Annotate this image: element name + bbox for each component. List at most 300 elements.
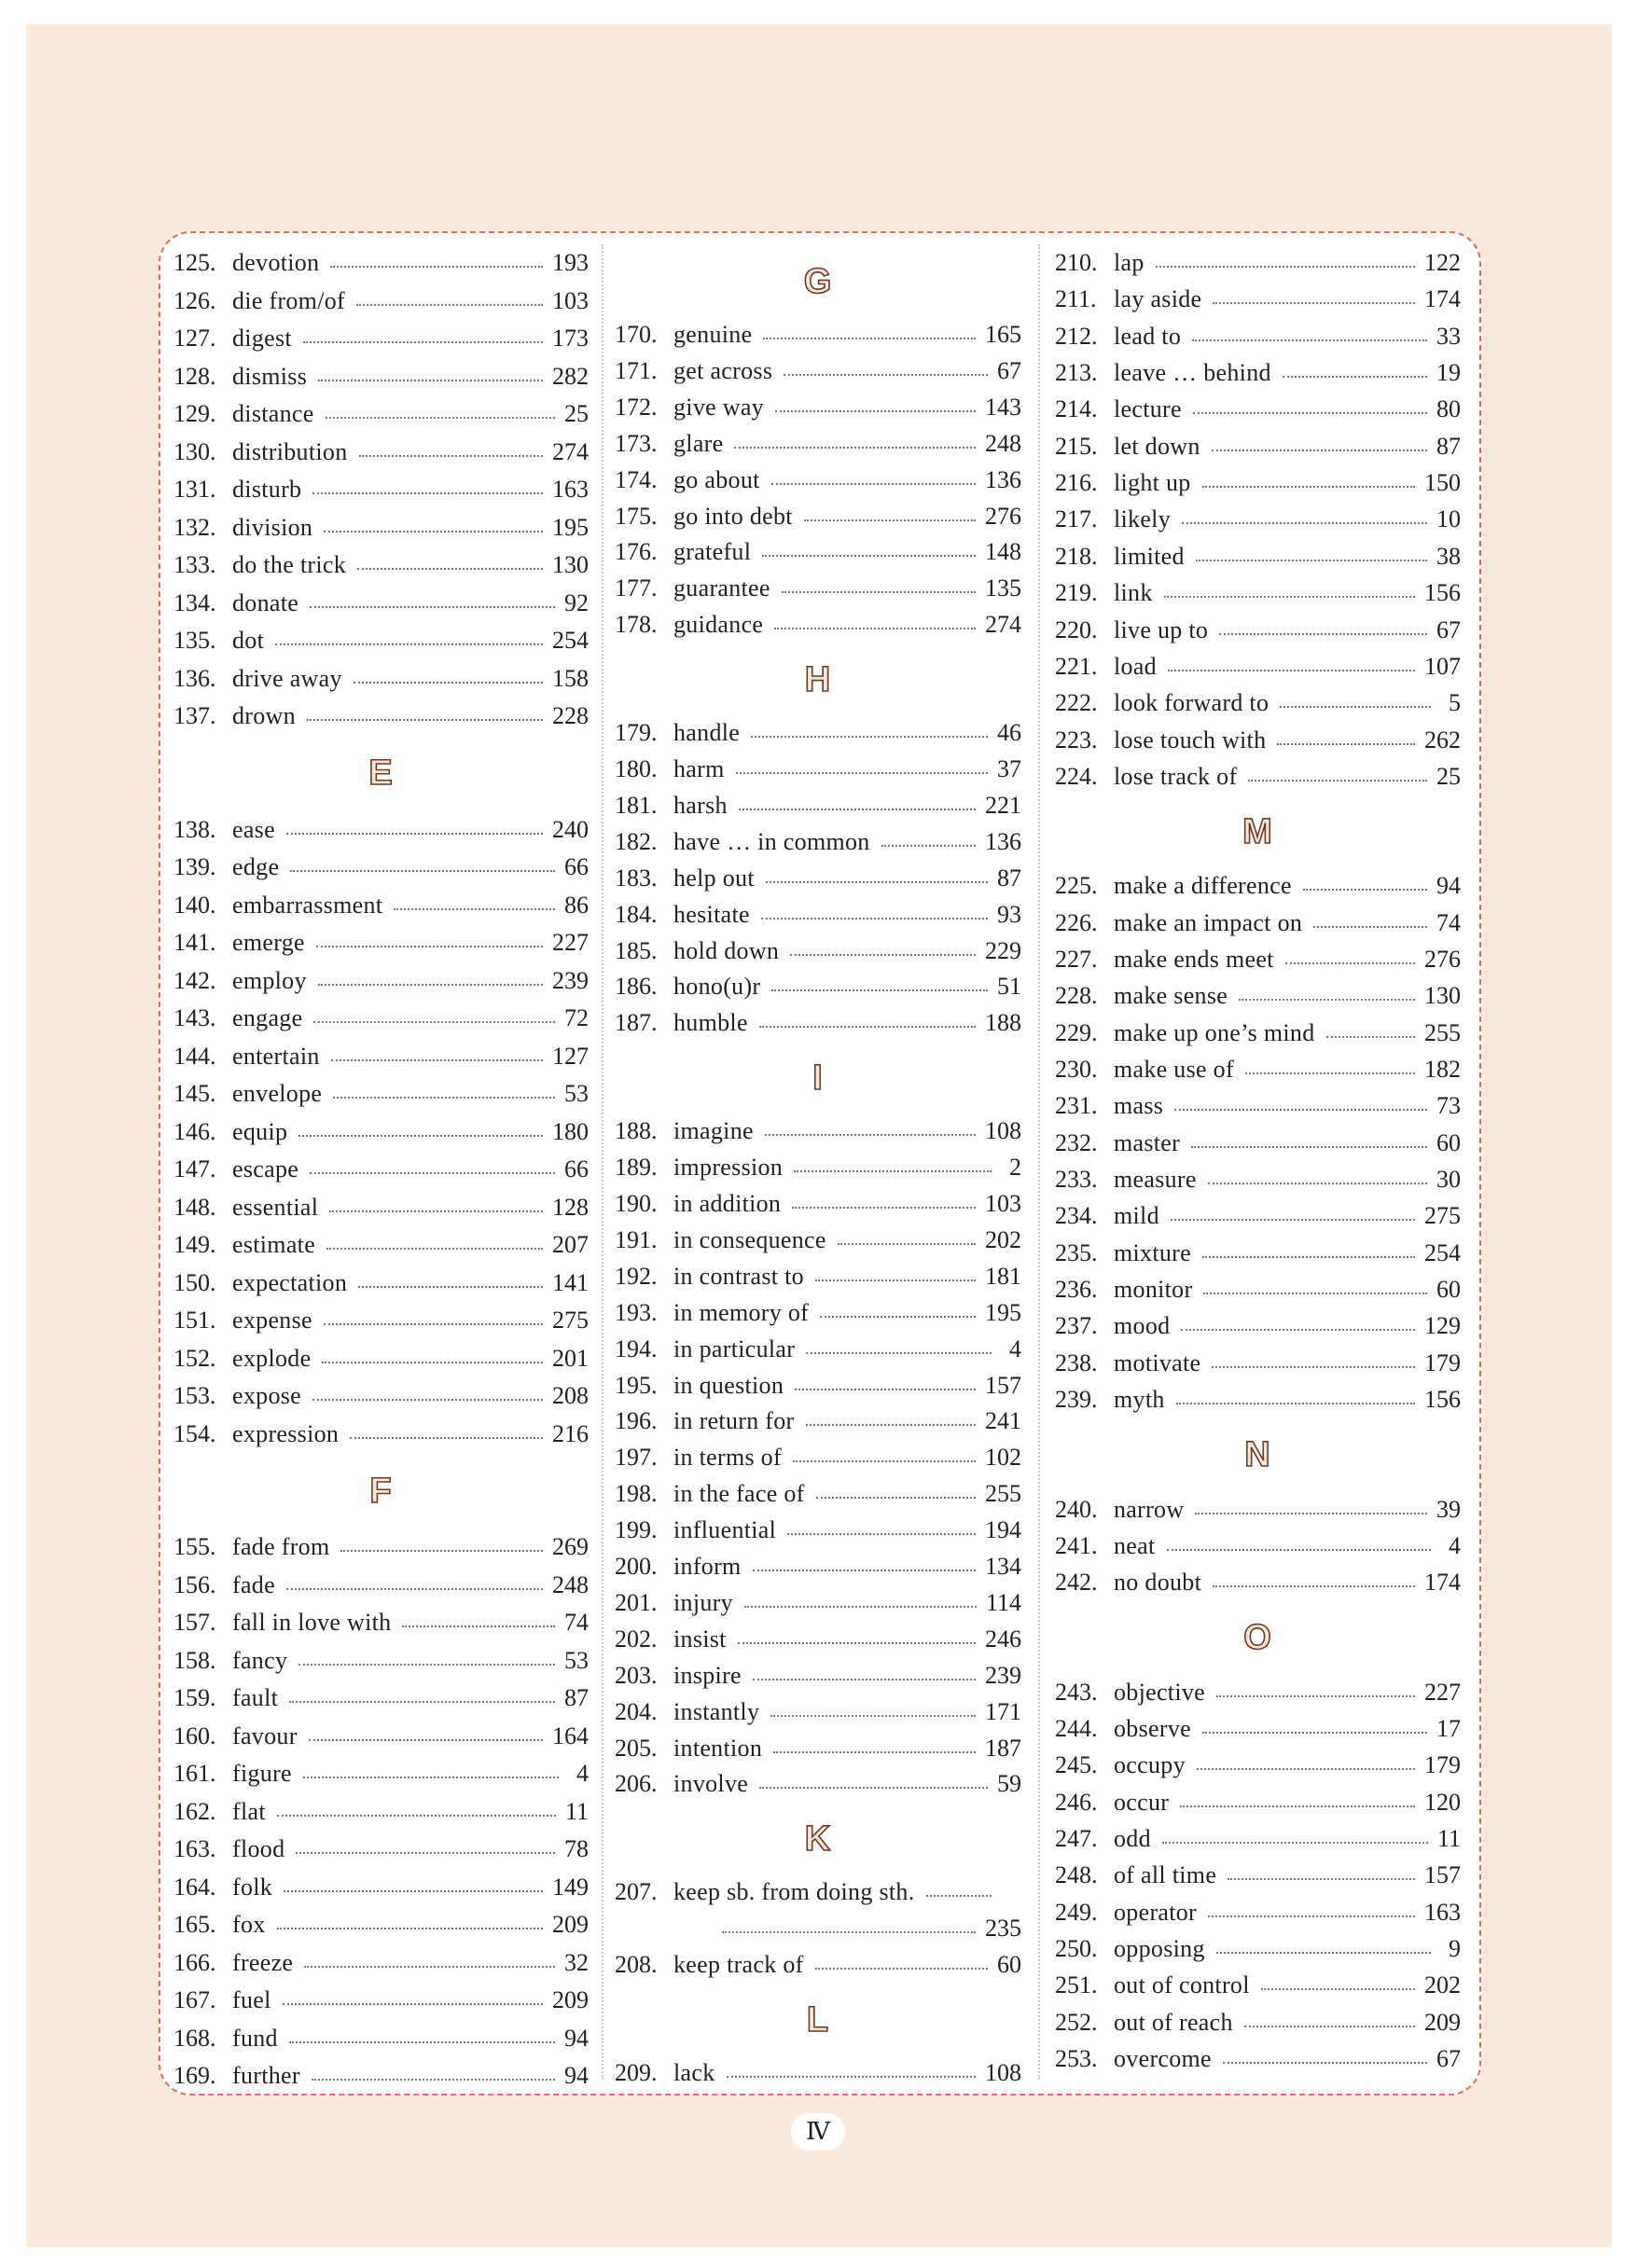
index-entry: [1055, 1051, 1461, 1088]
dot-leader: [290, 870, 555, 872]
entry-page-number: 181: [985, 1262, 1021, 1290]
entry-page-number: 157: [985, 1371, 1021, 1399]
dot-leader: [1261, 1988, 1415, 1990]
entry-term: lack: [673, 2059, 715, 2086]
entry-term: inspire: [673, 1661, 742, 1689]
index-entry: [1055, 1710, 1461, 1748]
entry-term: fade from: [232, 1533, 330, 1560]
entry-number: 209.: [615, 2059, 658, 2086]
entry-number: 147.: [173, 1155, 216, 1182]
entry-term: glare: [673, 429, 724, 457]
entry-term: hold down: [673, 936, 780, 964]
entry-number: 225.: [1055, 872, 1098, 900]
dot-leader: [815, 1968, 988, 1970]
entry-page-number: 149: [552, 1873, 589, 1901]
section-letter: G: [803, 261, 833, 301]
index-entry: [173, 585, 589, 622]
entry-page-number: 33: [1436, 322, 1461, 350]
dot-leader: [1213, 302, 1415, 304]
index-entry: [1055, 1528, 1461, 1565]
entry-number: 250.: [1055, 1935, 1098, 1962]
dot-leader: [744, 1606, 977, 1608]
index-entry: [173, 1038, 589, 1075]
entry-number: 168.: [173, 2024, 216, 2052]
entry-page-number: 275: [552, 1307, 589, 1334]
entry-page-number: 53: [564, 1080, 589, 1107]
entry-term: lose track of: [1114, 762, 1238, 790]
index-entry: [173, 1869, 589, 1906]
entry-page-number: 216: [552, 1419, 589, 1447]
entry-term: drown: [232, 702, 296, 729]
entry-term: load: [1114, 652, 1157, 680]
section-letter-heading: [1055, 806, 1461, 858]
index-entry: [173, 1680, 589, 1717]
entry-number: 226.: [1055, 908, 1098, 936]
entry-number: 128.: [173, 362, 216, 390]
index-entry: [173, 1113, 589, 1151]
entry-number: 130.: [173, 437, 216, 465]
index-entry: [173, 2057, 589, 2095]
entry-page-number: 19: [1436, 359, 1461, 387]
entry-page-number: 25: [1436, 762, 1461, 790]
entry-term: instantly: [673, 1697, 760, 1725]
index-entry: [1055, 391, 1461, 428]
section-letter-heading: [615, 1813, 1021, 1865]
entry-number: 166.: [173, 1948, 216, 1976]
dot-leader: [1223, 2062, 1427, 2064]
dot-leader: [1326, 1036, 1415, 1038]
entry-page-number: 136: [985, 465, 1021, 493]
index-entry: [1055, 1967, 1461, 2004]
entry-page-number: 17: [1436, 1714, 1461, 1742]
entry-page-number: 202: [985, 1225, 1021, 1253]
entry-term: grateful: [673, 538, 752, 566]
entry-number: 235.: [1055, 1238, 1098, 1266]
entry-term: go about: [673, 465, 760, 493]
entry-page-number: 127: [552, 1042, 589, 1070]
entry-term: fancy: [232, 1646, 288, 1674]
entry-term: entertain: [232, 1042, 320, 1070]
index-entry: [615, 425, 1021, 463]
index-entry: [1055, 905, 1461, 942]
section-letter-heading: [1055, 1430, 1461, 1482]
entry-page-number: 87: [997, 864, 1021, 892]
index-entry: [1055, 1345, 1461, 1382]
entry-number: 160.: [173, 1722, 216, 1749]
dot-leader: [310, 1172, 555, 1174]
entry-page-number: 60: [1436, 1128, 1461, 1156]
entry-term: live up to: [1114, 615, 1209, 643]
entry-page-number: 4: [576, 1760, 589, 1787]
entry-term: insist: [673, 1625, 727, 1653]
entry-page-number: 120: [1424, 1788, 1461, 1816]
index-entry: [615, 1910, 1021, 1947]
index-entry: [615, 389, 1021, 426]
entry-page-number: 157: [1424, 1861, 1461, 1889]
entry-number: 252.: [1055, 2008, 1098, 2036]
entry-page-number: 114: [985, 1588, 1021, 1616]
entry-number: 185.: [615, 936, 658, 964]
index-entry: [173, 1528, 589, 1566]
entry-term: engage: [232, 1004, 303, 1031]
dot-leader: [722, 1931, 976, 1933]
index-entry: [615, 1439, 1021, 1476]
entry-number: 208.: [615, 1951, 658, 1979]
index-entry: [173, 434, 589, 471]
index-entry: [173, 1226, 589, 1264]
entry-term: make a difference: [1114, 872, 1292, 900]
entry-number: 186.: [615, 973, 658, 1001]
index-entry: [615, 353, 1021, 390]
entry-term: disturb: [232, 476, 302, 503]
entry-page-number: 164: [552, 1722, 589, 1749]
entry-page-number: 93: [997, 900, 1021, 928]
entry-number: 245.: [1055, 1751, 1098, 1779]
entry-page-number: 108: [985, 2059, 1021, 2086]
entry-page-number: 39: [1436, 1495, 1461, 1523]
dot-leader: [771, 989, 988, 991]
index-entry: [1055, 1857, 1461, 1894]
entry-page-number: 74: [564, 1609, 589, 1636]
entry-number: 151.: [173, 1307, 216, 1334]
entry-number: 177.: [615, 574, 658, 602]
entry-number: 158.: [173, 1646, 216, 1674]
entry-page-number: 180: [552, 1117, 589, 1145]
entry-page-number: 187: [985, 1734, 1021, 1762]
index-entry: [615, 1584, 1021, 1622]
dot-leader: [795, 1389, 976, 1390]
dot-leader: [402, 1625, 555, 1627]
index-entry: [173, 1567, 589, 1604]
entry-term: intention: [673, 1734, 763, 1762]
entry-term: lay aside: [1114, 285, 1202, 313]
entry-term: expense: [232, 1307, 312, 1334]
entry-term: injury: [673, 1588, 733, 1616]
entry-page-number: 103: [552, 286, 589, 314]
index-entry: [615, 1946, 1021, 1984]
entry-number: 246.: [1055, 1788, 1098, 1816]
dot-leader: [1202, 486, 1415, 488]
index-entry: [173, 962, 589, 1000]
entry-page-number: 173: [552, 325, 589, 352]
dot-leader: [774, 628, 976, 629]
section-letter: I: [812, 1058, 824, 1098]
entry-number: 198.: [615, 1480, 658, 1508]
index-entry: [1055, 281, 1461, 318]
entry-term: fall in love with: [232, 1609, 392, 1636]
index-entry: [173, 1416, 589, 1453]
dot-leader: [1176, 1403, 1415, 1404]
entry-page-number: 9: [1449, 1935, 1461, 1962]
dot-leader: [1164, 596, 1415, 598]
entry-number: 173.: [615, 429, 658, 457]
entry-page-number: 163: [552, 476, 589, 503]
dot-leader: [324, 1323, 543, 1325]
index-entry: [615, 1730, 1021, 1767]
dot-leader: [275, 643, 543, 645]
dot-leader: [1171, 1219, 1415, 1221]
entry-term: out of reach: [1114, 2008, 1233, 2036]
dot-leader: [1303, 889, 1427, 891]
entry-term: in memory of: [673, 1298, 810, 1326]
entry-number: 134.: [173, 588, 216, 616]
entry-number: 214.: [1055, 395, 1098, 423]
index-entry: [1055, 464, 1461, 502]
entry-term: lap: [1114, 249, 1145, 276]
entry-number: 199.: [615, 1516, 658, 1544]
dot-leader: [310, 606, 555, 608]
entry-page-number: 86: [564, 891, 589, 919]
entry-number: 126.: [173, 286, 216, 314]
entry-number: 152.: [173, 1344, 216, 1372]
entry-page-number: 108: [985, 1117, 1021, 1145]
index-entry: [615, 1621, 1021, 1658]
entry-page-number: 87: [1436, 432, 1461, 460]
index-entry: [615, 860, 1021, 897]
section-letter-heading: [615, 654, 1021, 706]
entry-number: 176.: [615, 538, 658, 566]
entry-term: leave … behind: [1114, 359, 1271, 387]
entry-number: 238.: [1055, 1348, 1098, 1376]
dot-leader: [333, 1097, 555, 1099]
entry-page-number: 72: [564, 1004, 589, 1031]
dot-leader: [1174, 1109, 1427, 1111]
dot-leader: [283, 2003, 543, 2005]
index-entry: [1055, 867, 1461, 905]
index-entry: [1055, 685, 1461, 722]
entry-number: 174.: [615, 465, 658, 493]
entry-page-number: 60: [1436, 1276, 1461, 1304]
index-entry: [1055, 1894, 1461, 1931]
dot-leader: [753, 1679, 976, 1680]
entry-number: 178.: [615, 611, 658, 639]
entry-term: flat: [232, 1797, 266, 1825]
dot-leader: [1248, 780, 1427, 781]
dot-leader: [1245, 1072, 1415, 1074]
dot-leader: [782, 591, 976, 593]
entry-page-number: 255: [985, 1480, 1021, 1508]
dot-leader: [1202, 1732, 1427, 1734]
entry-number: 205.: [615, 1734, 658, 1762]
dot-leader: [318, 380, 543, 381]
entry-term: limited: [1114, 542, 1185, 570]
dot-leader: [753, 1570, 976, 1571]
index-entry: [1055, 1784, 1461, 1821]
index-entry: [1055, 574, 1461, 612]
entry-page-number: 193: [552, 249, 589, 276]
entry-page-number: 282: [552, 362, 589, 390]
dot-leader: [277, 1928, 543, 1929]
dot-leader: [773, 1751, 976, 1753]
entry-page-number: 130: [1424, 982, 1461, 1010]
index-entry: [615, 751, 1021, 788]
index-entry: [615, 1222, 1021, 1259]
entry-term: hono(u)r: [673, 973, 761, 1001]
section-letter: O: [1243, 1618, 1272, 1658]
entry-number: 211.: [1055, 285, 1097, 313]
entry-page-number: 255: [1424, 1018, 1461, 1046]
entry-term: operator: [1114, 1898, 1198, 1926]
dot-leader: [770, 1715, 976, 1717]
index-entry: [1055, 1747, 1461, 1784]
entry-number: 196.: [615, 1407, 658, 1435]
entry-number: 204.: [615, 1697, 658, 1725]
entry-page-number: 67: [1436, 2045, 1461, 2073]
index-entry: [1055, 1564, 1461, 1601]
dot-leader: [1203, 1293, 1427, 1294]
entry-page-number: 174: [1424, 285, 1461, 313]
entry-page-number: 148: [985, 538, 1021, 566]
entry-term: myth: [1114, 1386, 1165, 1414]
entry-page-number: 158: [552, 664, 589, 692]
entry-number: 200.: [615, 1553, 658, 1580]
dot-leader: [761, 918, 988, 920]
index-entry: [173, 1377, 589, 1415]
entry-page-number: 2: [1009, 1154, 1021, 1182]
dot-leader: [326, 417, 555, 419]
index-entry: [1055, 2040, 1461, 2078]
dot-leader: [1182, 522, 1427, 524]
entry-term: opposing: [1114, 1935, 1205, 1962]
entry-number: 162.: [173, 1797, 216, 1825]
dot-leader: [820, 1316, 976, 1318]
index-entry: [173, 1075, 589, 1113]
index-entry: [173, 622, 589, 659]
entry-term: genuine: [673, 321, 753, 348]
entry-number: 140.: [173, 891, 216, 919]
entry-page-number: 228: [552, 702, 589, 729]
entry-term: motivate: [1114, 1348, 1201, 1376]
entry-page-number: 59: [997, 1770, 1021, 1798]
entry-term: make use of: [1114, 1056, 1234, 1083]
entry-number: 224.: [1055, 762, 1098, 790]
index-entry: [1055, 977, 1461, 1015]
entry-page-number: 92: [564, 588, 589, 616]
entry-term: involve: [673, 1770, 749, 1798]
index-entry: [615, 1331, 1021, 1368]
index-entry: [615, 1403, 1021, 1440]
index-entry: [1055, 1087, 1461, 1125]
dot-leader: [1181, 1329, 1415, 1331]
entry-page-number: 74: [1436, 908, 1461, 936]
index-entry: [615, 1185, 1021, 1223]
entry-number: 135.: [173, 627, 216, 654]
entry-term: mixture: [1114, 1238, 1191, 1266]
entry-term: make sense: [1114, 982, 1228, 1010]
entry-number: 163.: [173, 1835, 216, 1862]
index-entry: [1055, 758, 1461, 795]
entry-page-number: 195: [985, 1298, 1021, 1326]
entry-number: 189.: [615, 1154, 658, 1182]
index-entry: [615, 1149, 1021, 1186]
entry-number: 194.: [615, 1335, 658, 1362]
dot-leader: [1277, 743, 1415, 745]
entry-term: light up: [1114, 469, 1191, 497]
entry-number: 253.: [1055, 2045, 1098, 2073]
entry-term: mild: [1114, 1202, 1159, 1230]
entry-term: inform: [673, 1553, 742, 1580]
dot-leader: [1239, 999, 1415, 1001]
entry-page-number: 143: [985, 393, 1021, 421]
entry-term: envelope: [232, 1080, 323, 1107]
entry-term: donate: [232, 588, 299, 616]
entry-term: further: [232, 2062, 300, 2089]
entry-number: 230.: [1055, 1056, 1098, 1083]
index-entry: [173, 1793, 589, 1831]
entry-number: 127.: [173, 325, 216, 352]
entry-page-number: 227: [552, 929, 589, 956]
entry-number: 213.: [1055, 359, 1098, 387]
entry-term: master: [1114, 1128, 1181, 1156]
entry-page-number: 275: [1424, 1202, 1461, 1230]
entry-page-number: 254: [1424, 1238, 1461, 1266]
index-entry: [1055, 1125, 1461, 1162]
dot-leader: [1280, 706, 1431, 708]
entry-term: embarrassment: [232, 891, 383, 919]
entry-number: 187.: [615, 1009, 658, 1037]
entry-number: 164.: [173, 1873, 216, 1901]
dot-leader: [771, 483, 976, 485]
entry-number: 171.: [615, 356, 658, 384]
entry-page-number: 32: [564, 1948, 589, 1976]
entry-page-number: 150: [1424, 469, 1461, 497]
dot-leader: [736, 772, 988, 774]
dot-leader: [765, 1134, 976, 1136]
dot-leader: [277, 1815, 556, 1817]
index-entry: [173, 546, 589, 584]
entry-number: 159.: [173, 1684, 216, 1711]
index-entry: [173, 1755, 589, 1792]
entry-term: fuel: [232, 1986, 271, 2013]
entry-number: 210.: [1055, 249, 1098, 276]
dot-leader: [1213, 1585, 1415, 1587]
index-entry: [615, 1694, 1021, 1731]
entry-page-number: 246: [985, 1625, 1021, 1653]
dot-leader: [759, 1026, 976, 1028]
dot-leader: [307, 719, 543, 721]
entry-term: fox: [232, 1911, 266, 1938]
index-entry: [615, 714, 1021, 752]
entry-page-number: 135: [985, 574, 1021, 602]
entry-term: edge: [232, 853, 280, 880]
entry-term: in consequence: [673, 1225, 826, 1253]
dot-leader: [762, 555, 976, 557]
entry-term: objective: [1114, 1678, 1205, 1706]
entry-number: 184.: [615, 900, 658, 928]
entry-number: 143.: [173, 1004, 216, 1031]
entry-page-number: 130: [552, 551, 589, 578]
section-letter: N: [1244, 1435, 1271, 1474]
dot-leader: [312, 2079, 555, 2081]
entry-number: 248.: [1055, 1861, 1098, 1889]
entry-term: digest: [232, 325, 292, 352]
dot-leader: [926, 1895, 992, 1897]
index-entry: [173, 1944, 589, 1982]
dot-leader: [1180, 1805, 1415, 1807]
index-entry: [173, 1906, 589, 1943]
entry-number: 193.: [615, 1298, 658, 1326]
entry-number: 169.: [173, 2062, 216, 2089]
dot-leader: [793, 1460, 976, 1462]
entry-term: make an impact on: [1114, 908, 1303, 936]
entry-number: 161.: [173, 1760, 216, 1787]
index-entry: [615, 1367, 1021, 1404]
index-entry: [1055, 1015, 1461, 1052]
index-entry: [173, 1982, 589, 2019]
entry-number: 202.: [615, 1625, 658, 1653]
dot-leader: [326, 1248, 543, 1250]
section-letter: M: [1242, 811, 1273, 851]
